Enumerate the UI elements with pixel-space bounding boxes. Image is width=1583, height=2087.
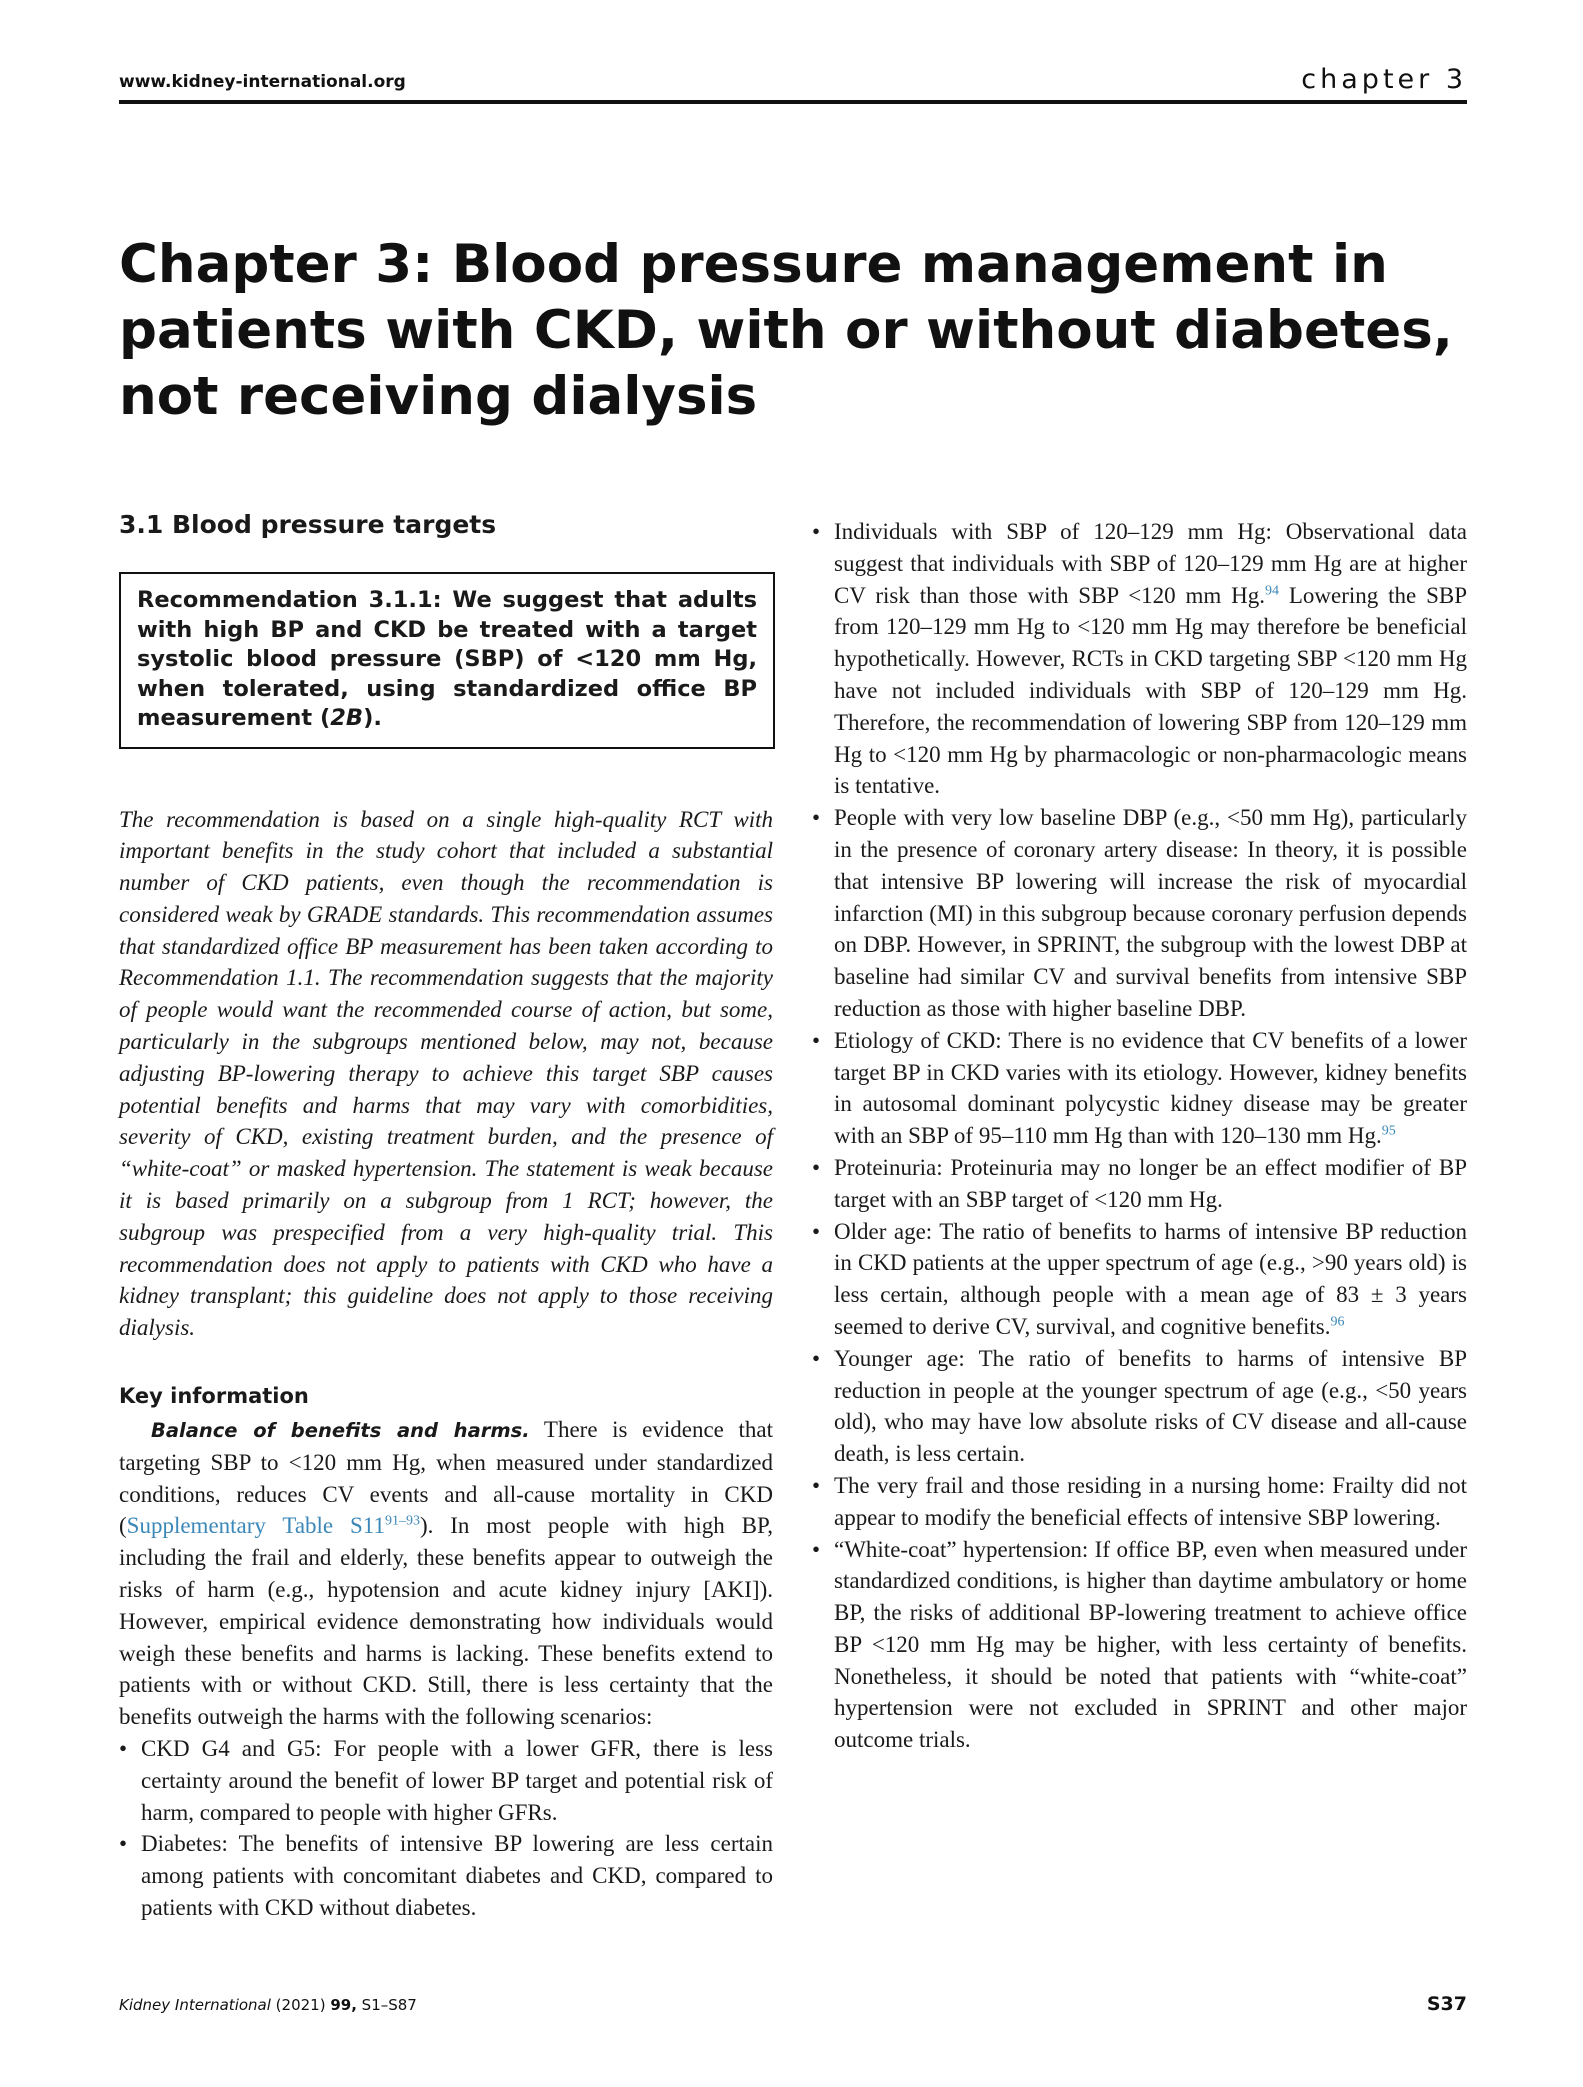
- footer-citation: [119, 1996, 417, 2014]
- balance-label: Balance of benefits and harms.: [151, 1419, 530, 1443]
- paragraph-text: There is evidence that targeting SBP to <120 mm Hg, when measured under standardized conditions, reduces CV events and all-cause mortality in CKD (: [119, 1417, 773, 1539]
- bullet-dot: •: [812, 1472, 821, 1498]
- bullet-dot: •: [812, 1218, 821, 1244]
- key-information-paragraph: [119, 1414, 773, 1733]
- left-bullet-list: [119, 1733, 773, 1924]
- bullet-dot: •: [812, 1027, 821, 1053]
- right-bullet-list: [812, 516, 1467, 1756]
- reference-superscript[interactable]: 94: [1265, 582, 1280, 598]
- bullet-text: Older age: The ratio of benefits to harms of intensive BP reduction in CKD patients at the upper spectrum of age (e.g., >90 years old) is less certain, although people with a mean age of 83 ± 3 years seemed to derive CV, survival, and cognitive benefits.: [834, 1218, 1467, 1339]
- left-column: [119, 510, 773, 1924]
- right-bullet-item: [812, 1025, 1467, 1152]
- bullet-text: CKD G4 and G5: For people with a lower GFR, there is less certainty around the benefit of lower BP target and potential risk of harm, compared to people with higher GFRs.: [141, 1736, 773, 1825]
- bullet-text: Individuals with SBP of 120–129 mm Hg: Observational data suggest that individuals with SBP of 120–129 mm Hg are at higher CV risk than those with SBP <120 mm Hg.: [834, 519, 1467, 608]
- recommendation-box: [119, 572, 775, 749]
- right-bullet-item: [812, 1534, 1467, 1757]
- right-bullet-item: [812, 1152, 1467, 1216]
- page-title: Chapter 3: Blood pressure management in patients with CKD, with or without diabetes, not receiving dialysis: [119, 234, 1453, 427]
- header-rule: [119, 100, 1467, 104]
- bullet-text: “White-coat” hypertension: If office BP, even when measured under standardized conditions, is higher than daytime ambulatory or home BP, the risks of additional BP-lowering treatment to achieve office BP <120 mm Hg may be higher, with less certainty of benefits. Nonetheless, it should be noted that patients with “white-coat” hypertension were not excluded in SPRINT and other major outcome trials.: [834, 1536, 1467, 1753]
- paragraph-text: ). In most people with high BP, including the frail and elderly, these benefits appear to outweigh the risks of harm (e.g., hypotension and acute kidney injury [AKI]). However, empirical evidence demonstrating how individuals would weigh these benefits and harms is lacking. These benefits extend to patients with or without CKD. Still, there is less certainty that the benefits outweigh the harms with the following scenarios:: [119, 1513, 773, 1730]
- bullet-dot: •: [812, 1536, 821, 1562]
- left-bullet-item: [119, 1828, 773, 1923]
- right-column: [812, 516, 1467, 1756]
- right-bullet-item: [812, 802, 1467, 1025]
- bullet-dot: •: [119, 1736, 128, 1762]
- bullet-text: Lowering the SBP from 120–129 mm Hg to <120 mm Hg may therefore be beneficial hypothetically. However, RCTs in CKD targeting SBP <120 mm Hg have not included individuals with SBP of 120–129 mm Hg. Therefore, the recommendation of lowering SBP from 120–129 mm Hg to <120 mm Hg by pharmacologic or non-pharmacologic means is tentative.: [834, 582, 1467, 799]
- journal-name: Kidney International: [119, 1996, 271, 2014]
- bullet-text: The very frail and those residing in a nursing home: Frailty did not appear to modify the beneficial effects of intensive SBP lowering.: [834, 1472, 1467, 1530]
- page-header: [119, 64, 1467, 104]
- reference-superscript[interactable]: 91–93: [384, 1513, 420, 1529]
- bullet-dot: •: [812, 1154, 821, 1180]
- evidence-grade: 2B: [330, 705, 364, 731]
- bullet-text: Etiology of CKD: There is no evidence that CV benefits of a lower target BP in CKD varies with its etiology. However, kidney benefits in autosomal dominant polycystic kidney disease may be greater with an SBP of 95–110 mm Hg than with 120–130 mm Hg.: [834, 1027, 1467, 1149]
- site-url[interactable]: www.kidney-international.org: [119, 72, 406, 92]
- journal-volume: 99,: [330, 1996, 357, 2014]
- right-bullet-item: [812, 1470, 1467, 1534]
- key-information-heading: Key information: [119, 1384, 309, 1409]
- right-bullet-item: [812, 1216, 1467, 1343]
- left-bullet-item: [119, 1733, 773, 1828]
- reference-superscript[interactable]: 95: [1381, 1123, 1396, 1139]
- bullet-dot: •: [812, 519, 821, 544]
- recommendation-text: Recommendation 3.1.1: We suggest that adults with high BP and CKD be treated with a target systolic blood pressure (SBP) of <120 mm Hg, when tolerated, using standardized office BP measurement (2B).: [137, 587, 757, 731]
- page-number: S37: [1426, 1993, 1467, 2015]
- supplementary-table-link[interactable]: Supplementary Table S11: [126, 1513, 385, 1539]
- bullet-text: Younger age: The ratio of benefits to harms of intensive BP reduction in people at the younger spectrum of age (e.g., <50 years old), who may have low absolute risks of CV disease and all-cause death, is less certain.: [834, 1345, 1467, 1467]
- right-bullet-item: [812, 516, 1467, 802]
- section-heading: 3.1 Blood pressure targets: [119, 510, 497, 539]
- bullet-text: Proteinuria: Proteinuria may no longer be an effect modifier of BP target with an SBP target of <120 mm Hg.: [834, 1154, 1467, 1212]
- right-bullet-item: [812, 1343, 1467, 1470]
- reference-superscript[interactable]: 96: [1330, 1314, 1345, 1330]
- recommendation-rationale: The recommendation is based on a single high-quality RCT with important benefits in the study cohort that included a substantial number of CKD patients, even though the recommendation is considered weak by GRADE standards. This recommendation assumes that standardized office BP measurement has been taken according to Recommendation 1.1. The recommendation suggests that the majority of people would want the recommended course of action, but some, particularly in the subgroups mentioned below, may not, because adjusting BP-lowering therapy to achieve this target SBP causes potential benefits and harms that may vary with comorbidities, severity of CKD, existing treatment burden, and the presence of “white-coat” or masked hypertension. The statement is weak because it is based primarily on a subgroup from 1 RCT; however, the subgroup was prespecified from a very high-quality trial. This recommendation does not apply to patients with CKD who have a kidney transplant; this guideline does not apply to those receiving dialysis.: [119, 806, 773, 1341]
- chapter-label: chapter 3: [1301, 64, 1467, 95]
- bullet-text: People with very low baseline DBP (e.g., <50 mm Hg), particularly in the presence of coronary artery disease: In theory, it is possible that intensive BP lowering will increase the risk of myocardial infarction (MI) in this subgroup because coronary perfusion depends on DBP. However, in SPRINT, the subgroup with the lowest DBP at baseline had similar CV and survival benefits from intensive SBP reduction as those with higher baseline DBP.: [834, 805, 1467, 1021]
- journal-year: (2021): [270, 1996, 331, 2014]
- bullet-dot: •: [812, 805, 821, 831]
- bullet-text: Diabetes: The benefits of intensive BP lowering are less certain among patients with concomitant diabetes and CKD, compared to patients with CKD without diabetes.: [141, 1831, 773, 1920]
- journal-pages: S1–S87: [356, 1996, 417, 2014]
- bullet-dot: •: [812, 1345, 821, 1371]
- bullet-dot: •: [119, 1831, 128, 1857]
